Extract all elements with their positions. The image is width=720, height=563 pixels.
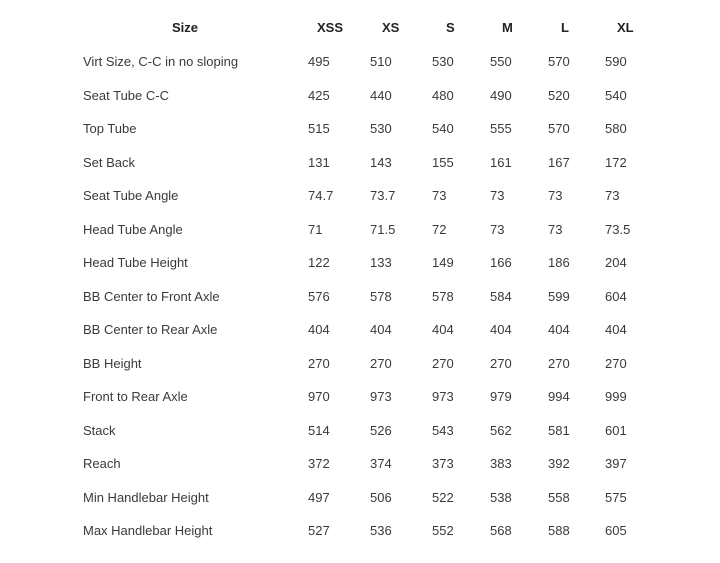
row-value: 590: [605, 54, 627, 69]
row-value: 133: [370, 255, 392, 270]
row-label: Top Tube: [83, 121, 137, 136]
row-value: 575: [605, 489, 627, 505]
row-value: 143: [370, 154, 392, 170]
row-value: 578: [432, 288, 454, 304]
row-value: 552: [432, 523, 454, 538]
row-value: 538: [490, 489, 512, 505]
row-value: 973: [370, 389, 392, 404]
row-value: 270: [490, 355, 512, 371]
row-value: 999: [605, 389, 627, 404]
row-label: Seat Tube Angle: [83, 188, 179, 203]
row-label: Front to Rear Axle: [83, 389, 188, 404]
table-row: [0, 514, 720, 547]
row-value: 530: [432, 54, 454, 69]
row-value: 514: [308, 422, 330, 438]
row-value: 558: [548, 489, 570, 505]
row-value: 270: [370, 355, 392, 371]
row-value: 373: [432, 456, 454, 471]
row-value: 73.7: [370, 188, 396, 203]
row-value: 397: [605, 456, 627, 471]
row-value: 973: [432, 389, 454, 404]
row-value: 979: [490, 389, 512, 404]
row-value: 73: [490, 221, 505, 237]
row-label: Reach: [83, 456, 121, 471]
row-value: 495: [308, 54, 330, 69]
header-size-l: L: [561, 20, 569, 35]
row-value: 155: [432, 154, 454, 170]
row-value: 404: [490, 322, 512, 337]
row-value: 71: [308, 221, 323, 237]
row-value: 570: [548, 121, 570, 136]
row-value: 186: [548, 255, 570, 270]
row-value: 374: [370, 456, 392, 471]
row-value: 540: [605, 87, 627, 103]
row-value: 122: [308, 255, 330, 270]
header-size-m: M: [502, 20, 513, 35]
table-header-row: [0, 11, 720, 44]
header-size-xl: XL: [617, 20, 634, 35]
row-value: 526: [370, 422, 392, 438]
row-label: Min Handlebar Height: [83, 489, 209, 505]
row-value: 540: [432, 121, 454, 136]
table-row: [0, 213, 720, 246]
row-label: Seat Tube C-C: [83, 87, 169, 103]
row-value: 510: [370, 54, 392, 69]
row-value: 970: [308, 389, 330, 404]
row-value: 73.5: [605, 221, 631, 237]
table-row: [0, 414, 720, 447]
row-label: Head Tube Angle: [83, 221, 183, 237]
row-value: 270: [308, 355, 330, 371]
table-row: [0, 313, 720, 346]
row-value: 584: [490, 288, 512, 304]
row-value: 480: [432, 87, 454, 103]
row-label: BB Center to Front Axle: [83, 288, 220, 304]
row-label: BB Height: [83, 355, 142, 371]
row-value: 131: [308, 154, 330, 170]
row-value: 161: [490, 154, 512, 170]
header-size-xss: XSS: [317, 20, 344, 35]
row-value: 172: [605, 154, 627, 170]
row-value: 536: [370, 523, 392, 538]
row-value: 392: [548, 456, 570, 471]
table-row: [0, 280, 720, 313]
row-value: 601: [605, 422, 627, 438]
row-value: 440: [370, 87, 392, 103]
row-value: 580: [605, 121, 627, 136]
table-row: [0, 447, 720, 480]
row-value: 562: [490, 422, 512, 438]
row-value: 581: [548, 422, 570, 438]
table-row: [0, 146, 720, 179]
row-value: 204: [605, 255, 627, 270]
row-value: 588: [548, 523, 570, 538]
header-size-xs: XS: [382, 20, 400, 35]
row-value: 167: [548, 154, 570, 170]
table-row: [0, 347, 720, 380]
row-value: 71.5: [370, 221, 396, 237]
row-value: 994: [548, 389, 570, 404]
row-value: 404: [548, 322, 570, 337]
row-value: 550: [490, 54, 512, 69]
row-value: 404: [432, 322, 454, 337]
row-value: 497: [308, 489, 330, 505]
row-value: 72: [432, 221, 447, 237]
row-value: 270: [432, 355, 454, 371]
row-value: 404: [605, 322, 627, 337]
row-value: 570: [548, 54, 570, 69]
row-label: Virt Size, C-C in no sloping: [83, 54, 239, 69]
row-value: 404: [308, 322, 330, 337]
row-label: Set Back: [83, 154, 136, 170]
row-value: 73: [490, 188, 505, 203]
row-label: Stack: [83, 422, 116, 438]
header-size-label: Size: [172, 20, 199, 35]
row-value: 520: [548, 87, 570, 103]
row-value: 576: [308, 288, 330, 304]
table-row: [0, 79, 720, 112]
header-size-s: S: [446, 20, 455, 35]
row-value: 527: [308, 523, 330, 538]
row-value: 270: [605, 355, 627, 371]
row-value: 425: [308, 87, 330, 103]
row-value: 530: [370, 121, 392, 136]
row-value: 568: [490, 523, 512, 538]
row-label: Head Tube Height: [83, 255, 188, 270]
table-row: [0, 112, 720, 145]
row-value: 404: [370, 322, 392, 337]
row-value: 149: [432, 255, 454, 270]
row-value: 73: [548, 221, 563, 237]
row-value: 74.7: [308, 188, 334, 203]
row-value: 73: [605, 188, 620, 203]
row-value: 490: [490, 87, 512, 103]
row-value: 506: [370, 489, 392, 505]
row-value: 515: [308, 121, 330, 136]
row-value: 270: [548, 355, 570, 371]
row-value: 599: [548, 288, 570, 304]
row-label: BB Center to Rear Axle: [83, 322, 218, 337]
row-value: 543: [432, 422, 454, 438]
table-row: [0, 481, 720, 514]
row-value: 166: [490, 255, 512, 270]
row-value: 578: [370, 288, 392, 304]
row-value: 604: [605, 288, 627, 304]
row-value: 522: [432, 489, 454, 505]
row-value: 555: [490, 121, 512, 136]
table-row: [0, 380, 720, 413]
table-row: [0, 179, 720, 212]
row-label: Max Handlebar Height: [83, 523, 213, 538]
table-row: [0, 45, 720, 78]
row-value: 605: [605, 523, 627, 538]
row-value: 372: [308, 456, 330, 471]
row-value: 73: [432, 188, 447, 203]
row-value: 383: [490, 456, 512, 471]
row-value: 73: [548, 188, 563, 203]
table-row: [0, 246, 720, 279]
